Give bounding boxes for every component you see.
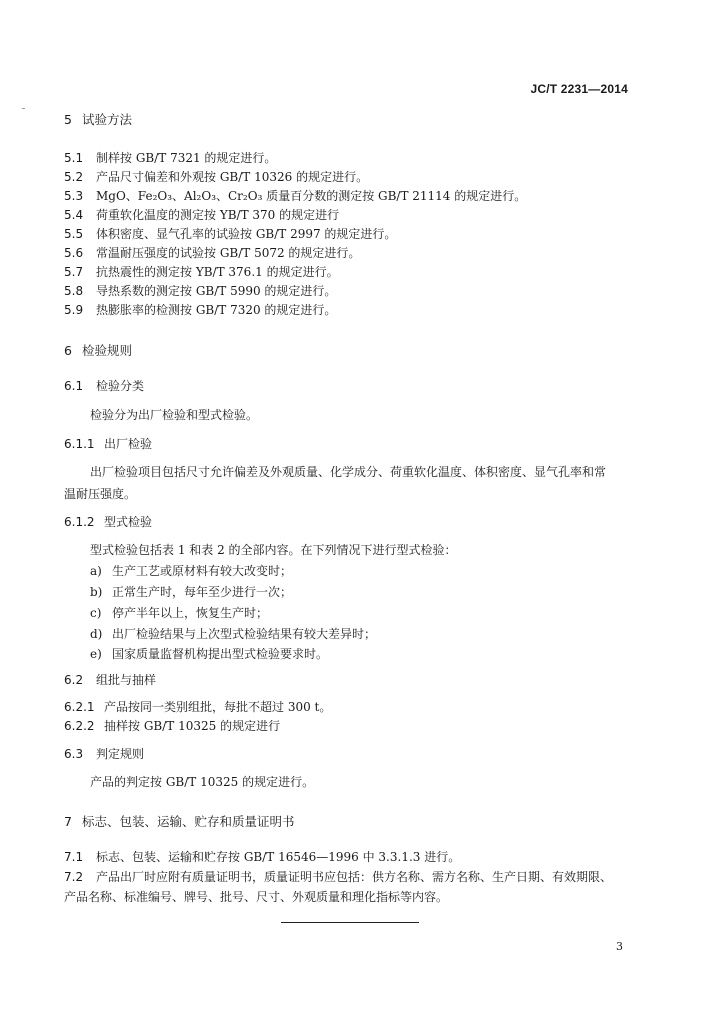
margin-mark <box>22 108 25 109</box>
clause-number: 5.5 <box>64 227 84 241</box>
subsection-number: 6.3 <box>64 747 84 761</box>
subsection-6-2-heading <box>64 672 156 688</box>
end-rule <box>281 922 419 923</box>
clause-number: 5.7 <box>64 265 84 279</box>
clause-5-7 <box>64 264 339 280</box>
list-item <box>90 626 376 642</box>
clause-text: MgO、Fe₂O₃、Al₂O₃、Cr₂O₃ 质量百分数的测定按 GB/T 21114 的规定进行。 <box>96 189 527 203</box>
clause-text: 导热系数的测定按 GB/T 5990 的规定进行。 <box>96 284 337 298</box>
clause-5-2 <box>64 169 368 185</box>
clause-7-2-line-2: 产品名称、标准编号、牌号、批号、尺寸、外观质量和理化指标等内容。 <box>64 890 449 904</box>
clause-number: 7.1 <box>64 850 84 864</box>
list-text: 国家质量监督机构提出型式检验要求时。 <box>112 647 329 661</box>
clause-number: 5.2 <box>64 170 84 184</box>
subsection-6-1-1-heading <box>64 436 152 452</box>
section-title: 检验规则 <box>82 343 133 358</box>
clause-7-1 <box>64 849 460 865</box>
clause-number: 5.6 <box>64 246 84 260</box>
subsection-title: 检验分类 <box>96 379 145 393</box>
paragraph-6-1: 检验分为出厂检验和型式检验。 <box>90 408 259 422</box>
clause-number: 6.2.2 <box>64 719 95 733</box>
clause-5-5 <box>64 226 396 242</box>
subsection-title: 组批与抽样 <box>96 673 157 687</box>
subsection-number: 6.1.1 <box>64 437 95 451</box>
list-text: 生产工艺或原材料有较大改变时； <box>112 564 293 578</box>
section-title: 标志、包装、运输、贮存和质量证明书 <box>82 814 295 829</box>
clause-text: 标志、包装、运输和贮存按 GB/T 16546—1996 中 3.3.1.3 进行。 <box>96 850 461 864</box>
clause-number: 5.1 <box>64 151 84 165</box>
section-6-heading <box>64 343 132 359</box>
list-label: a) <box>90 564 102 578</box>
clause-5-1 <box>64 150 276 166</box>
clause-text: 常温耐压强度的试验按 GB/T 5072 的规定进行。 <box>96 246 361 260</box>
clause-number: 6.2.1 <box>64 700 95 714</box>
clause-number: 5.8 <box>64 284 84 298</box>
subsection-title: 出厂检验 <box>104 437 153 451</box>
clause-5-8 <box>64 283 336 299</box>
list-text: 出厂检验结果与上次型式检验结果有较大差异时； <box>112 627 377 641</box>
subsection-number: 6.1.2 <box>64 515 95 529</box>
paragraph-6-1-2-intro: 型式检验包括表 1 和表 2 的全部内容。在下列情况下进行型式检验： <box>90 543 457 557</box>
section-5-heading <box>64 112 132 128</box>
clause-text: 制样按 GB/T 7321 的规定进行。 <box>96 151 277 165</box>
paragraph-6-1-1-line-1: 出厂检验项目包括尺寸允许偏差及外观质量、化学成分、荷重软化温度、体积密度、显气孔率和常 <box>90 465 607 479</box>
page-number: 3 <box>616 940 623 953</box>
paragraph-6-3: 产品的判定按 GB/T 10325 的规定进行。 <box>90 775 315 789</box>
list-item <box>90 584 292 600</box>
section-number: 6 <box>64 343 72 358</box>
clause-text: 荷重软化温度的测定按 YB/T 370 的规定进行 <box>96 208 340 222</box>
subsection-title: 判定规则 <box>96 747 145 761</box>
subsection-number: 6.1 <box>64 379 84 393</box>
clause-5-4 <box>64 207 339 223</box>
clause-6-2-1 <box>64 699 331 715</box>
clause-text: 产品出厂时应附有质量证明书，质量证明书应包括：供方名称、需方名称、生产日期、有效期限、 <box>96 870 613 884</box>
list-item <box>90 605 268 621</box>
subsection-6-3-heading <box>64 746 144 762</box>
clause-5-6 <box>64 245 360 261</box>
subsection-6-1-2-heading <box>64 514 152 530</box>
list-item <box>90 563 292 579</box>
subsection-number: 6.2 <box>64 673 84 687</box>
clause-text: 产品尺寸偏差和外观按 GB/T 10326 的规定进行。 <box>96 170 369 184</box>
clause-text: 体积密度、显气孔率的试验按 GB/T 2997 的规定进行。 <box>96 227 397 241</box>
section-title: 试验方法 <box>82 112 133 127</box>
clause-text: 热膨胀率的检测按 GB/T 7320 的规定进行。 <box>96 303 337 317</box>
clause-number: 7.2 <box>64 870 84 884</box>
clause-text: 产品按同一类别组批，每批不超过 300 t。 <box>104 700 332 714</box>
paragraph-6-1-1-line-2: 温耐压强度。 <box>64 487 137 501</box>
list-label: b) <box>90 585 103 599</box>
clause-7-2-line-1 <box>64 869 612 885</box>
clause-text: 抗热震性的测定按 YB/T 376.1 的规定进行。 <box>96 265 339 279</box>
clause-number: 5.9 <box>64 303 84 317</box>
list-label: e) <box>90 647 102 661</box>
clause-5-3 <box>64 188 526 204</box>
clause-6-2-2 <box>64 718 280 734</box>
list-item <box>90 646 328 662</box>
subsection-6-1-heading <box>64 378 144 394</box>
section-7-heading <box>64 814 295 830</box>
subsection-title: 型式检验 <box>104 515 153 529</box>
section-number: 7 <box>64 814 72 829</box>
list-label: d) <box>90 627 103 641</box>
standard-code-header: JC/T 2231—2014 <box>530 82 628 96</box>
section-number: 5 <box>64 112 72 127</box>
list-text: 停产半年以上，恢复生产时； <box>112 606 269 620</box>
clause-text: 抽样按 GB/T 10325 的规定进行 <box>104 719 281 733</box>
clause-number: 5.4 <box>64 208 84 222</box>
list-text: 正常生产时，每年至少进行一次； <box>112 585 293 599</box>
clause-number: 5.3 <box>64 189 84 203</box>
clause-5-9 <box>64 302 336 318</box>
list-label: c) <box>90 606 102 620</box>
